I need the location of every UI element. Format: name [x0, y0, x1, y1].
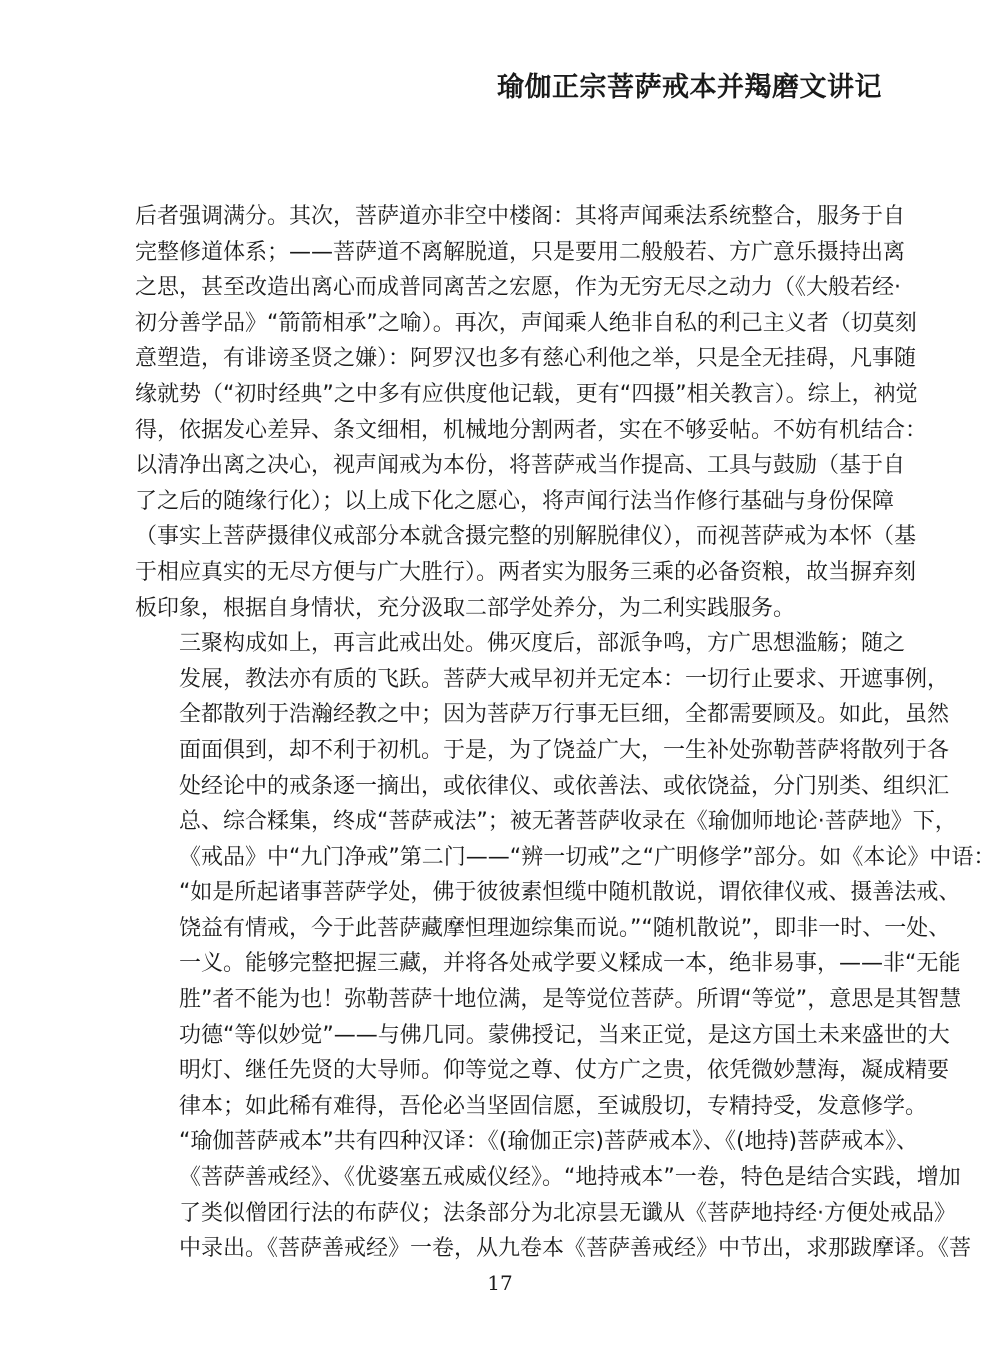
text-line: 总、综合糅集，终成“菩萨戒法”；被无著菩萨收录在《瑜伽师地论·菩萨地》下， [179, 809, 957, 835]
body-paragraph [135, 199, 928, 626]
text-line: 发展，教法亦有质的飞跃。菩萨大戒早初并无定本：一切行止要求、开遮事例， [179, 666, 950, 692]
text-line: 《戒品》中“九门净戒”第二门——“辨一切戒”之“广明修学”部分。如《本论》中语： [179, 844, 996, 870]
text-line: “如是所起诸事菩萨学处，佛于彼彼素怛缆中随机散说，谓依律仪戒、摄善法戒、 [179, 880, 961, 906]
text-line: 于相应真实的无尽方便与广大胜行）。两者实为服务三乘的必备资粮，故当摒弃刻 [135, 559, 917, 585]
text-line: 功德“等似妙觉”——与佛几同。蒙佛授记，当来正觉，是这方国土未来盛世的大 [179, 1022, 950, 1048]
text-line: 完整修道体系；——菩萨道不离解脱道，只是要用二般般若、方广意乐摄持出离 [135, 239, 906, 265]
page-number: 17 [487, 1271, 513, 1295]
text-line: 饶益有情戒，今于此菩萨藏摩怛理迦综集而说。”“随机散说”，即非一时、一处、 [179, 915, 951, 941]
text-line: 初分善学品》“箭箭相承”之喻）。再次，声闻乘人绝非自私的利己主义者（切莫刻 [135, 310, 917, 336]
text-line: 了类似僧团行法的布萨仪；法条部分为北凉昙无谶从《菩萨地持经·方便处戒品》 [179, 1200, 956, 1226]
text-line: 之思，甚至改造出离心而成普同离苦之宏愿，作为无穷无尽之动力（《大般若经· [135, 275, 901, 301]
text-line: 明灯、继任先贤的大导师。仰等觉之尊、仗方广之贵，依凭微妙慧海，凝成精要 [179, 1058, 950, 1084]
text-line: “瑜伽菩萨戒本”共有四种汉译：《(瑜伽正宗)菩萨戒本》、《(地持)菩萨戒本》、 [179, 1129, 919, 1155]
text-line: 律本；如此稀有难得，吾伦必当坚固信愿，至诚殷切，专精持受，发意修学。 [179, 1093, 928, 1119]
text-line: （事实上菩萨摄律仪戒部分本就含摄完整的别解脱律仪），而视菩萨戒为本怀（基 [135, 524, 917, 550]
text-line: 一义。能够完整把握三藏，并将各处戒学要义糅成一本，绝非易事，——非“无能 [179, 951, 961, 977]
text-line: 意塑造，有诽谤圣贤之嫌）：阿罗汉也多有慈心利他之举，只是全无挂碍，凡事随 [135, 346, 917, 372]
text-line: 了之后的随缘行化）；以上成下化之愿心，将声闻行法当作修行基础与身份保障 [135, 488, 895, 514]
body-text [135, 199, 996, 1267]
text-line: 处经论中的戒条逐一摘出，或依律仪、或依善法、或依饶益，分门别类、组织汇 [179, 773, 950, 799]
text-line: 中录出。《菩萨善戒经》一卷，从九卷本《菩萨善戒经》中节出，求那跋摩译。《菩 [179, 1236, 972, 1262]
text-line: 全都散列于浩瀚经教之中；因为菩萨万行事无巨细，全都需要顾及。如此，虽然 [179, 702, 950, 728]
text-line: 以清净出离之决心，视声闻戒为本份，将菩萨戒当作提高、工具与鼓励（基于自 [135, 453, 906, 479]
body-paragraph [135, 626, 996, 1124]
text-line: 板印象，根据自身情状，充分汲取二部学处养分，为二利实践服务。 [135, 595, 796, 621]
text-line: 胜”者不能为也！弥勒菩萨十地位满，是等觉位菩萨。所谓“等觉”，意思是其智慧 [179, 987, 962, 1013]
text-line: 缘就势（“初时经典”之中多有应供度他记载，更有“四摄”相关教言）。综上，衲觉 [135, 381, 918, 407]
text-line: 三聚构成如上，再言此戒出处。佛灭度后，部派争鸣，方广思想滥觞；随之 [179, 631, 906, 657]
text-line: 面面俱到，却不利于初机。于是，为了饶益广大，一生补处弥勒菩萨将散列于各 [179, 737, 950, 763]
text-line: 《菩萨善戒经》、《优婆塞五戒威仪经》。“地持戒本”一卷，特色是结合实践，增加 [179, 1165, 961, 1191]
body-paragraph [135, 1124, 972, 1266]
text-line: 得，依据发心差异、条文细相，机械地分割两者，实在不够妥帖。不妨有机结合： [135, 417, 928, 443]
running-head-title: 瑜伽正宗菩萨戒本并羯磨文讲记 [497, 72, 882, 103]
text-line: 后者强调满分。其次，菩萨道亦非空中楼阁：其将声闻乘法系统整合，服务于自 [135, 204, 906, 229]
